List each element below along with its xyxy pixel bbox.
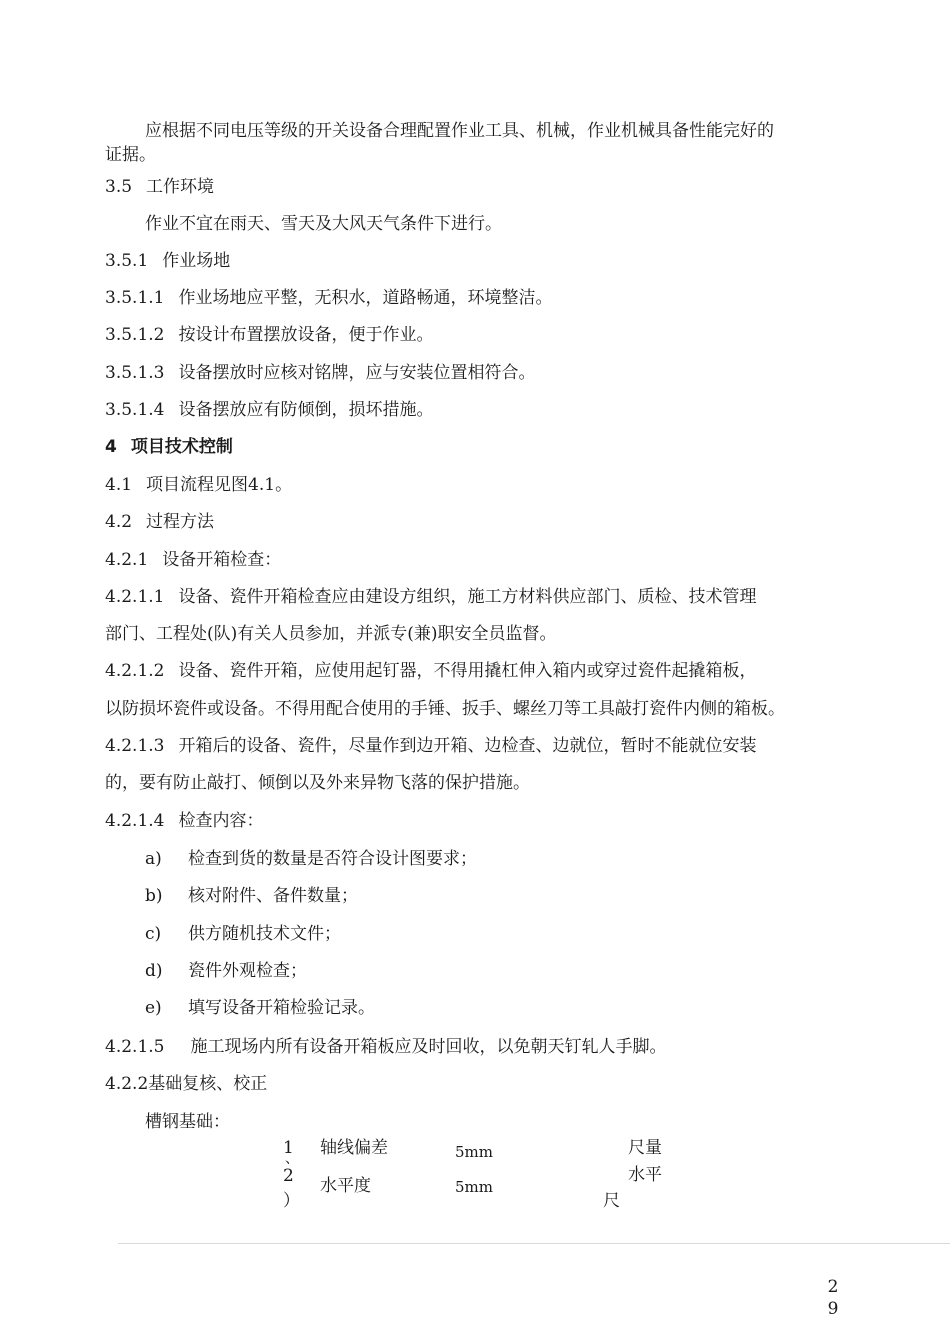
section-title: 作业场地 bbox=[162, 251, 231, 271]
section-number: 4.2 bbox=[105, 512, 133, 532]
clause-text: 设备、瓷件开箱检查应由建设方组织，施工方材料供应部门、质检、技术管理 bbox=[178, 587, 757, 607]
list-marker: d) bbox=[145, 961, 163, 981]
page-number-digit: 9 bbox=[827, 1299, 839, 1319]
row-index: 2 bbox=[283, 1166, 294, 1186]
para-line: 证据。 bbox=[105, 145, 156, 165]
clause-text: 施工现场内所有设备开箱板应及时回收，以免朝天钉轧人手脚。 bbox=[190, 1037, 667, 1057]
section-title: 设备开箱检查： bbox=[162, 550, 282, 570]
row-fragment: 、 bbox=[285, 1151, 299, 1167]
row-tolerance: 5mm bbox=[455, 1178, 493, 1196]
clause-number: 3.5.1.2 bbox=[105, 325, 165, 345]
list-text: 核对附件、备件数量； bbox=[188, 886, 358, 906]
footer-divider bbox=[118, 1243, 950, 1244]
clause-number: 4.2.1.2 bbox=[105, 661, 165, 681]
section-number: 4.1 bbox=[105, 475, 133, 495]
clause-number: 4.2.1.4 bbox=[105, 811, 165, 831]
section-title: 工作环境 bbox=[146, 177, 215, 197]
clause-text: 按设计布置摆放设备，便于作业。 bbox=[178, 325, 434, 345]
row-index: 1 bbox=[283, 1138, 294, 1158]
clause-line bbox=[105, 735, 756, 757]
para-line: 的，要有防止敲打、倾倒以及外来异物飞落的保护措施。 bbox=[105, 773, 530, 793]
chapter-number: 4 bbox=[105, 437, 117, 457]
clause-text: 基础复核、校正 bbox=[148, 1074, 268, 1094]
para-line: 部门、工程处(队)有关人员参加，并派专(兼)职安全员监督。 bbox=[105, 624, 557, 644]
row-tool: 尺量 bbox=[628, 1138, 662, 1158]
para-line: 以防损坏瓷件或设备。不得用配合使用的手锤、扳手、螺丝刀等工具敲打瓷件内侧的箱板。 bbox=[105, 699, 785, 719]
clause-number: 4.2.1.3 bbox=[105, 736, 165, 756]
list-marker: e) bbox=[145, 998, 162, 1018]
clause-line bbox=[105, 324, 433, 346]
section-heading bbox=[105, 176, 214, 198]
clause-text: 设备摆放时应核对铭牌，应与安装位置相符合。 bbox=[178, 363, 536, 383]
page-number-digit: 2 bbox=[827, 1277, 839, 1297]
list-item bbox=[145, 960, 307, 982]
clause-line bbox=[105, 287, 552, 309]
clause-text: 开箱后的设备、瓷件，尽量作到边开箱、边检查、边就位，暂时不能就位安装 bbox=[178, 736, 757, 756]
row-tool: 水平 bbox=[628, 1165, 662, 1185]
clause-line bbox=[105, 1036, 666, 1058]
row-fragment-clip bbox=[603, 1190, 621, 1211]
clause-line bbox=[105, 586, 756, 608]
chapter-heading bbox=[105, 436, 233, 458]
chapter-title: 项目技术控制 bbox=[130, 437, 233, 457]
clause-line bbox=[105, 362, 535, 384]
row-tolerance: 5mm bbox=[455, 1143, 493, 1161]
section-heading bbox=[105, 511, 214, 533]
section-heading bbox=[105, 549, 281, 571]
para-line: 槽钢基础： bbox=[145, 1112, 230, 1132]
section-number: 4.2.1 bbox=[105, 550, 149, 570]
clause-line bbox=[105, 1073, 267, 1095]
list-item bbox=[145, 997, 375, 1019]
clause-number: 3.5.1.4 bbox=[105, 400, 165, 420]
list-text: 瓷件外观检查； bbox=[188, 961, 307, 981]
para-line: 应根据不同电压等级的开关设备合理配置作业工具、机械，作业机械具备性能完好的 bbox=[145, 121, 774, 141]
clause-line bbox=[105, 399, 433, 421]
clause-text: 检查内容： bbox=[178, 811, 264, 831]
row-item: 轴线偏差 bbox=[320, 1138, 388, 1158]
list-marker: c) bbox=[145, 924, 162, 944]
section-title: 过程方法 bbox=[146, 512, 215, 532]
para-line: 作业不宜在雨天、雪天及大风天气条件下进行。 bbox=[145, 214, 502, 234]
list-item bbox=[145, 923, 341, 945]
clause-line bbox=[105, 660, 756, 682]
clause-number: 3.5.1.1 bbox=[105, 288, 165, 308]
clause-text: 设备、瓷件开箱，应使用起钉器，不得用撬杠伸入箱内或穿过瓷件起撬箱板， bbox=[178, 661, 757, 681]
list-marker: b) bbox=[145, 886, 163, 906]
row-fragment-clip bbox=[283, 1190, 300, 1211]
clause-text: 设备摆放应有防倾倒，损坏措施。 bbox=[178, 400, 434, 420]
list-text: 填写设备开箱检验记录。 bbox=[188, 998, 375, 1018]
clause-number: 4.2.2 bbox=[105, 1074, 149, 1094]
section-heading bbox=[105, 250, 230, 272]
list-text: 检查到货的数量是否符合设计图要求； bbox=[188, 849, 477, 869]
clause-number: 4.2.1.1 bbox=[105, 587, 165, 607]
section-number: 3.5.1 bbox=[105, 251, 149, 271]
list-item bbox=[145, 885, 358, 907]
clause-text: 作业场地应平整，无积水，道路畅通，环境整洁。 bbox=[178, 288, 553, 308]
page-number bbox=[826, 1276, 840, 1320]
clause-number: 4.2.1.5 bbox=[105, 1037, 165, 1057]
list-text: 供方随机技术文件； bbox=[188, 924, 341, 944]
row-item: 水平度 bbox=[320, 1176, 371, 1196]
list-marker: a) bbox=[145, 849, 162, 869]
section-number: 3.5 bbox=[105, 177, 133, 197]
clause-line bbox=[105, 810, 263, 832]
section-heading bbox=[105, 474, 292, 496]
clause-number: 3.5.1.3 bbox=[105, 363, 165, 383]
row-fragment: 尺 bbox=[603, 1191, 620, 1211]
list-item bbox=[145, 848, 477, 870]
section-title: 项目流程见图4.1。 bbox=[146, 475, 293, 495]
row-fragment: ） bbox=[283, 1191, 300, 1211]
